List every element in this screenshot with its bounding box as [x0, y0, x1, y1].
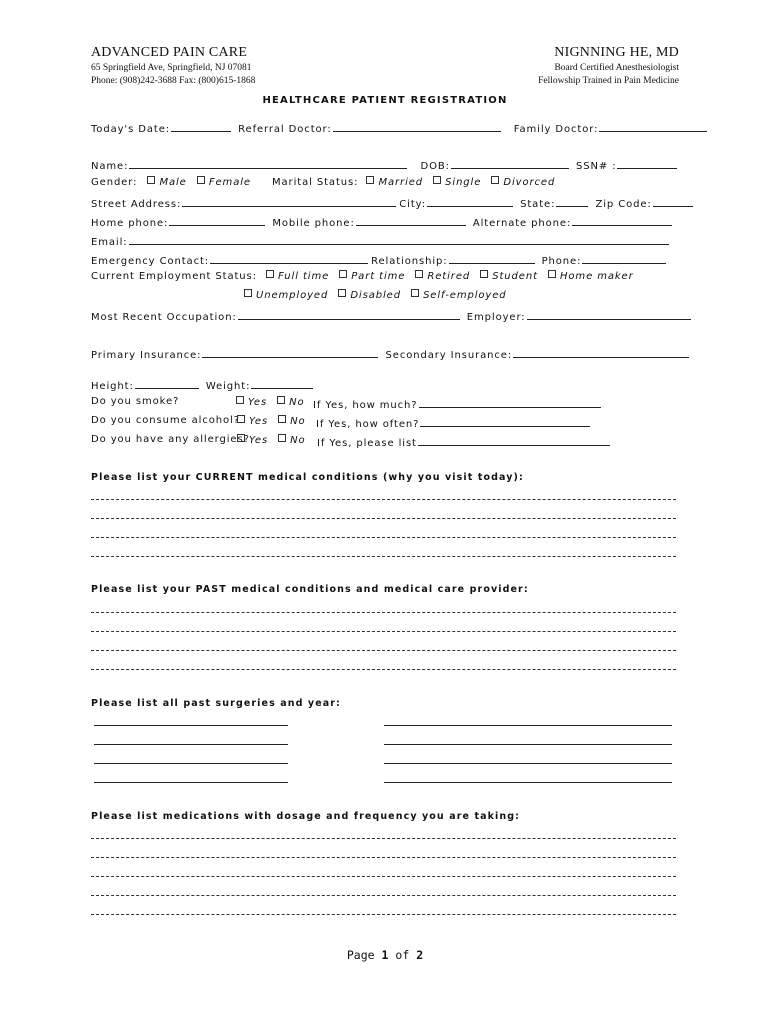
smoke-no-checkbox[interactable]: No: [277, 397, 304, 408]
medications-line[interactable]: [91, 857, 676, 858]
checkbox-icon: [548, 270, 556, 278]
smoke-amount-input[interactable]: [419, 396, 601, 408]
primary-insurance-label: Primary Insurance:: [91, 350, 202, 361]
marital-divorced-checkbox[interactable]: Divorced: [491, 177, 555, 188]
primary-insurance-input[interactable]: [202, 346, 378, 358]
checkbox-icon: [237, 434, 245, 442]
past-conditions-heading: Please list your PAST medical conditions and medical care provider:: [91, 584, 529, 595]
surgery-year-line[interactable]: [384, 725, 672, 726]
marital-married-checkbox[interactable]: Married: [366, 177, 423, 188]
street-address-label: Street Address:: [91, 199, 182, 210]
current-conditions-line[interactable]: [91, 518, 676, 519]
checkbox-icon: [277, 396, 285, 404]
page-indicator: [0, 948, 770, 962]
checkbox-icon: [278, 415, 286, 423]
relationship-input[interactable]: [449, 252, 535, 264]
smoke-followup-label: If Yes, how much?: [313, 400, 418, 411]
marital-status-label: Marital Status:: [272, 177, 359, 188]
current-conditions-line[interactable]: [91, 537, 676, 538]
todays-date-input[interactable]: [171, 120, 231, 132]
alcohol-frequency-input[interactable]: [420, 415, 590, 427]
checkbox-icon: [366, 176, 374, 184]
checkbox-icon: [266, 270, 274, 278]
emergency-phone-label: Phone:: [541, 256, 582, 267]
past-conditions-line[interactable]: [91, 612, 676, 613]
employer-input[interactable]: [527, 308, 691, 320]
allergies-question: Do you have any allergies?: [91, 434, 250, 445]
employment-home-maker-checkbox[interactable]: Home maker: [548, 271, 634, 282]
surgery-name-line[interactable]: [94, 725, 288, 726]
checkbox-icon: [491, 176, 499, 184]
medications-line[interactable]: [91, 914, 676, 915]
dob-label: DOB:: [420, 161, 450, 172]
ssn-input[interactable]: [617, 157, 677, 169]
employment-student-checkbox[interactable]: Student: [480, 271, 538, 282]
checkbox-icon: [339, 270, 347, 278]
height-weight-row: [91, 377, 316, 392]
emergency-contact-input[interactable]: [210, 252, 368, 264]
checkbox-icon: [237, 415, 245, 423]
employment-row: [91, 270, 640, 282]
surgeries-heading: Please list all past surgeries and year:: [91, 698, 341, 709]
surgery-year-line[interactable]: [384, 782, 672, 783]
city-input[interactable]: [427, 195, 513, 207]
past-conditions-line[interactable]: [91, 650, 676, 651]
doctor-credential-1: Board Certified Anesthesiologist: [554, 63, 679, 73]
checkbox-icon: [480, 270, 488, 278]
recent-occupation-input[interactable]: [238, 308, 460, 320]
employment-status-label: Current Employment Status:: [91, 271, 257, 282]
past-conditions-line[interactable]: [91, 669, 676, 670]
surgery-year-line[interactable]: [384, 744, 672, 745]
state-label: State:: [520, 199, 556, 210]
allergies-followup-label: If Yes, please list: [317, 438, 417, 449]
family-doctor-input[interactable]: [599, 120, 707, 132]
address-row: [91, 195, 696, 210]
recent-occupation-label: Most Recent Occupation:: [91, 312, 237, 323]
checkbox-icon: [147, 176, 155, 184]
practice-phone-fax: Phone: (908)242-3688 Fax: (800)615-1868: [91, 76, 256, 86]
allergies-yes-checkbox[interactable]: Yes: [237, 435, 268, 446]
height-input[interactable]: [135, 377, 199, 389]
alternate-phone-input[interactable]: [572, 214, 672, 226]
gender-male-checkbox[interactable]: Male: [147, 177, 186, 188]
smoke-options: [236, 396, 311, 408]
checkbox-icon: [433, 176, 441, 184]
employer-label: Employer:: [466, 312, 526, 323]
current-page-number: 1: [381, 948, 389, 962]
state-input[interactable]: [556, 195, 588, 207]
alcohol-question: Do you consume alcohol?: [91, 415, 240, 426]
gender-female-checkbox[interactable]: Female: [197, 177, 251, 188]
medications-line[interactable]: [91, 876, 676, 877]
form-title: HEALTHCARE PATIENT REGISTRATION: [262, 95, 508, 106]
email-row: [91, 233, 672, 248]
checkbox-icon: [415, 270, 423, 278]
todays-date-label: Today's Date:: [91, 124, 171, 135]
emergency-contact-label: Emergency Contact:: [91, 256, 210, 267]
emergency-phone-input[interactable]: [582, 252, 666, 264]
referral-doctor-input[interactable]: [333, 120, 501, 132]
past-conditions-line[interactable]: [91, 631, 676, 632]
employment-retired-checkbox[interactable]: Retired: [415, 271, 470, 282]
practice-name: ADVANCED PAIN CARE: [91, 45, 248, 60]
referral-doctor-label: Referral Doctor:: [238, 124, 332, 135]
checkbox-icon: [244, 289, 252, 297]
current-conditions-line[interactable]: [91, 499, 676, 500]
checkbox-icon: [197, 176, 205, 184]
employment-full-time-checkbox[interactable]: Full time: [266, 271, 329, 282]
doctor-credential-2: Fellowship Trained in Pain Medicine: [538, 76, 679, 86]
zip-label: Zip Code:: [595, 199, 652, 210]
allergies-no-checkbox[interactable]: No: [278, 435, 305, 446]
smoke-yes-checkbox[interactable]: Yes: [236, 397, 267, 408]
mobile-phone-label: Mobile phone:: [272, 218, 355, 229]
street-address-input[interactable]: [182, 195, 396, 207]
family-doctor-label: Family Doctor:: [513, 124, 599, 135]
alternate-phone-label: Alternate phone:: [472, 218, 572, 229]
insurance-row: [91, 346, 692, 361]
employment-unemployed-checkbox[interactable]: Unemployed: [244, 290, 328, 301]
medications-line[interactable]: [91, 895, 676, 896]
phones-row: [91, 214, 675, 229]
allergies-list-input[interactable]: [418, 434, 610, 446]
page-word: Page: [346, 948, 375, 962]
surgery-name-line[interactable]: [94, 763, 288, 764]
height-label: Height:: [91, 381, 134, 392]
alcohol-no-checkbox[interactable]: No: [278, 416, 305, 427]
dates-row: [91, 120, 710, 135]
marital-row: [272, 176, 561, 188]
practice-address: 65 Springfield Ave, Springfield, NJ 07081: [91, 63, 252, 73]
of-word: of: [395, 948, 410, 962]
current-conditions-heading: Please list your CURRENT medical conditions (why you visit today):: [91, 472, 524, 483]
employment-disabled-checkbox[interactable]: Disabled: [338, 290, 401, 301]
current-conditions-line[interactable]: [91, 556, 676, 557]
mobile-phone-input[interactable]: [356, 214, 466, 226]
gender-label: Gender:: [91, 177, 138, 188]
weight-label: Weight:: [205, 381, 251, 392]
checkbox-icon: [278, 434, 286, 442]
employment-row-2: [244, 289, 513, 301]
name-label: Name:: [91, 161, 129, 172]
employment-self-employed-checkbox[interactable]: Self-employed: [411, 290, 507, 301]
weight-input[interactable]: [251, 377, 313, 389]
surgery-year-line[interactable]: [384, 763, 672, 764]
home-phone-label: Home phone:: [91, 218, 169, 229]
email-input[interactable]: [129, 233, 669, 245]
alcohol-followup: [316, 415, 593, 430]
surgery-name-line[interactable]: [94, 744, 288, 745]
smoke-followup: [313, 396, 604, 411]
surgery-name-line[interactable]: [94, 782, 288, 783]
relationship-label: Relationship:: [371, 256, 448, 267]
email-label: Email:: [91, 237, 128, 248]
name-row: [91, 157, 680, 172]
employment-part-time-checkbox[interactable]: Part time: [339, 271, 405, 282]
home-phone-input[interactable]: [169, 214, 265, 226]
gender-row: [91, 176, 257, 188]
doctor-name: NIGNNING HE, MD: [554, 45, 679, 60]
total-pages-number: 2: [416, 948, 424, 962]
city-label: City:: [399, 199, 427, 210]
emergency-row: [91, 252, 669, 267]
checkbox-icon: [338, 289, 346, 297]
alcohol-followup-label: If Yes, how often?: [316, 419, 420, 430]
alcohol-options: [237, 415, 312, 427]
checkbox-icon: [411, 289, 419, 297]
allergies-options: [237, 434, 312, 446]
alcohol-yes-checkbox[interactable]: Yes: [237, 416, 268, 427]
secondary-insurance-label: Secondary Insurance:: [385, 350, 513, 361]
secondary-insurance-input[interactable]: [513, 346, 689, 358]
dob-input[interactable]: [451, 157, 569, 169]
ssn-label: SSN# :: [575, 161, 617, 172]
medications-line[interactable]: [91, 838, 676, 839]
medications-heading: Please list medications with dosage and frequency you are taking:: [91, 811, 521, 822]
occupation-row: [91, 308, 694, 323]
checkbox-icon: [236, 396, 244, 404]
allergies-followup: [317, 434, 613, 449]
smoke-question: Do you smoke?: [91, 396, 180, 407]
zip-input[interactable]: [653, 195, 693, 207]
marital-single-checkbox[interactable]: Single: [433, 177, 481, 188]
name-input[interactable]: [129, 157, 407, 169]
